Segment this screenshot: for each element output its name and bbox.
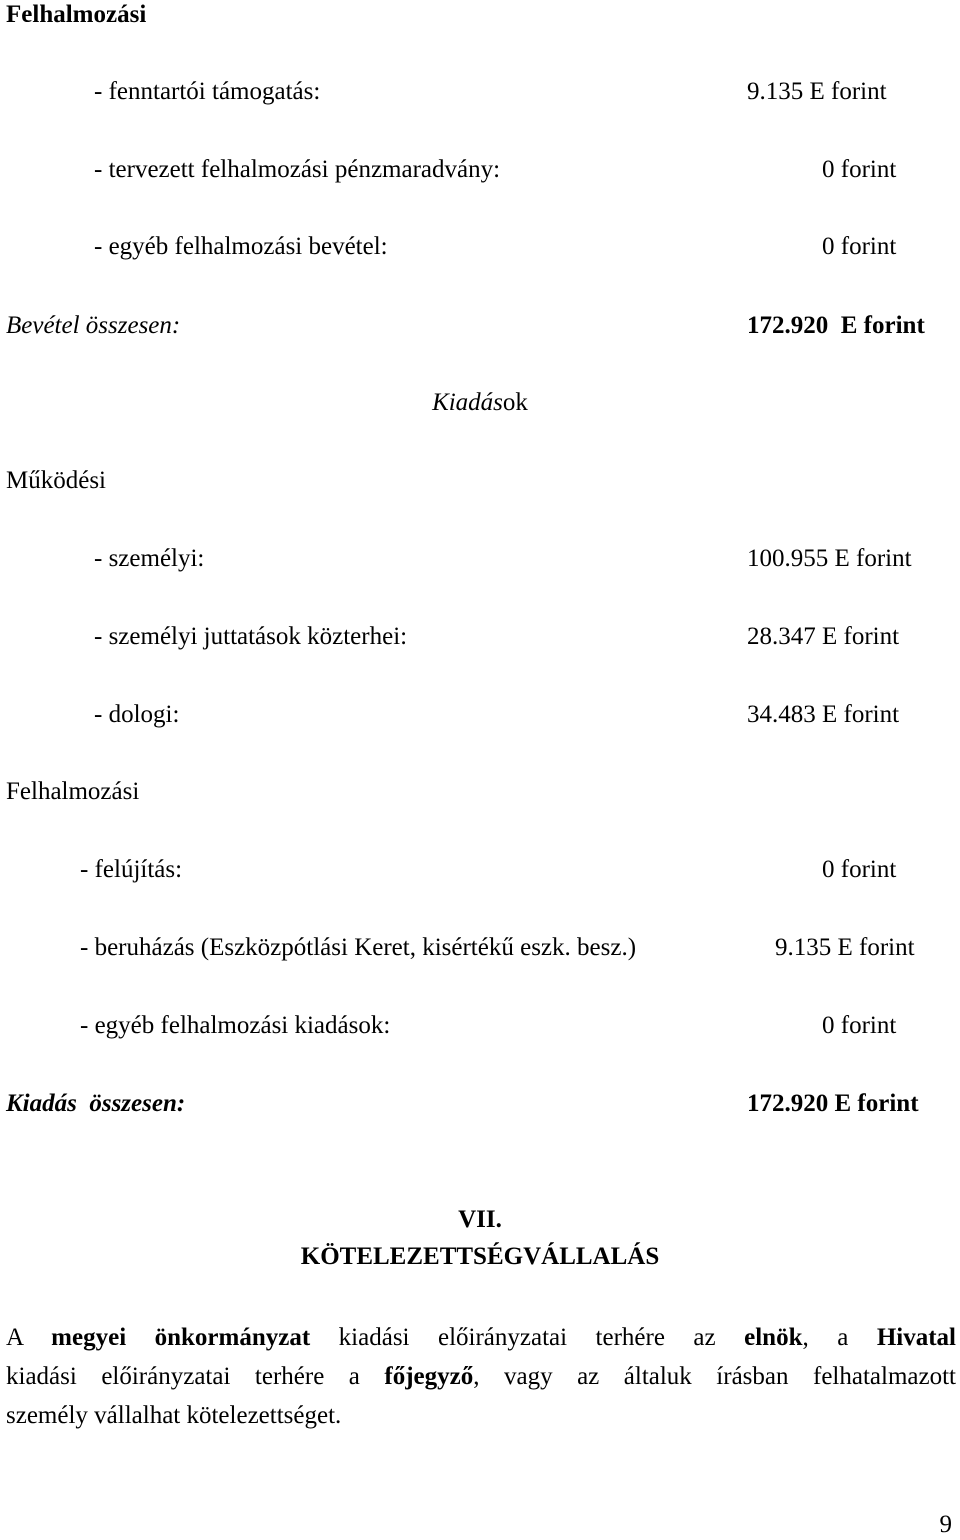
mukodesi-row-label: - dologi:: [94, 701, 180, 728]
bevetel-row-label: - fenntartói támogatás:: [94, 78, 321, 105]
kiadasok-title-part2: ok: [502, 389, 528, 416]
bevetel-osszesen-label: Bevétel összesen:: [6, 312, 181, 339]
mukodesi-heading: Működési: [6, 467, 106, 494]
mukodesi-row-value: 34.483 E forint: [747, 701, 900, 728]
text-run: , vagy az általuk írásban felhatalmazott: [473, 1363, 956, 1390]
bold-run: elnök: [744, 1324, 803, 1351]
bevetel-osszesen-value: 172.920 E forint: [747, 312, 925, 339]
kiadas-osszesen-label: Kiadás összesen:: [6, 1090, 186, 1117]
page-number: 9: [939, 1511, 952, 1538]
felhalmozasi-kiadas-heading: Felhalmozási: [6, 778, 140, 805]
bevetel-row-value: 0 forint: [822, 233, 897, 260]
felhalmozasi-kiadas-row-label: - egyéb felhalmozási kiadások:: [80, 1012, 391, 1039]
felhalmozasi-kiadas-row-value: 0 forint: [822, 856, 897, 883]
kiadas-osszesen-value: 172.920 E forint: [747, 1090, 919, 1117]
bold-run: Hivatal: [876, 1324, 956, 1351]
bold-run: megyei önkormányzat: [51, 1324, 311, 1351]
felhalmozasi-kiadas-row-value: 9.135 E forint: [775, 934, 915, 961]
mukodesi-row-value: 100.955 E forint: [747, 545, 912, 572]
text-run: A: [6, 1324, 52, 1351]
kiadasok-title-part1: Kiadás: [432, 389, 503, 416]
paragraph-line: [6, 1357, 956, 1396]
paragraph-line: személy vállalhat kötelezettséget.: [6, 1402, 342, 1429]
felhalmozasi-kiadas-row-label: - beruházás (Eszközpótlási Keret, kisértékű eszk. besz.): [80, 934, 637, 961]
felhalmozasi-bevetel-heading: Felhalmozási: [6, 1, 147, 28]
bevetel-row-label: - egyéb felhalmozási bevétel:: [94, 233, 388, 260]
felhalmozasi-kiadas-row-value: 0 forint: [822, 1012, 897, 1039]
mukodesi-row-value: 28.347 E forint: [747, 623, 900, 650]
mukodesi-row-label: - személyi:: [94, 545, 205, 572]
kotelezettsegvallalas-paragraph: [6, 1318, 956, 1435]
bevetel-row-value: 0 forint: [822, 156, 897, 183]
text-run: kiadási előirányzatai terhére a: [6, 1363, 385, 1390]
mukodesi-row-label: - személyi juttatások közterhei:: [94, 623, 408, 650]
bold-run: főjegyző: [384, 1363, 474, 1390]
felhalmozasi-kiadas-row-label: - felújítás:: [80, 856, 183, 883]
text-run: kiadási előirányzatai terhére az: [310, 1324, 745, 1351]
bevetel-row-label: - tervezett felhalmozási pénzmaradvány:: [94, 156, 501, 183]
kiadasok-title: [0, 388, 960, 418]
text-run: , a: [802, 1324, 877, 1351]
paragraph-line: [6, 1318, 956, 1357]
section-title: KÖTELEZETTSÉGVÁLLALÁS: [300, 1243, 660, 1270]
section-number: VII.: [458, 1206, 502, 1233]
bevetel-row-value: 9.135 E forint: [747, 78, 887, 105]
